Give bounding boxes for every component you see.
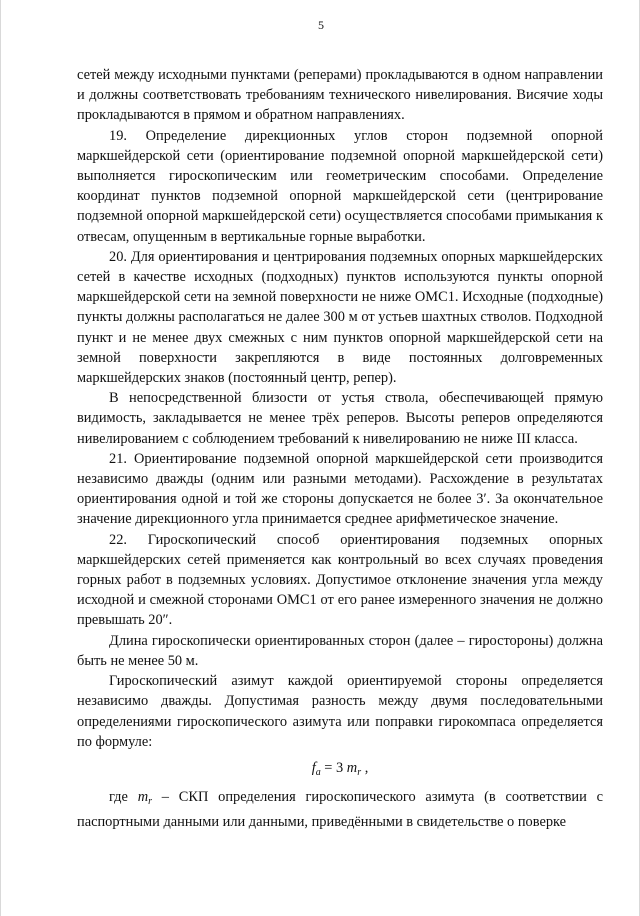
paragraph-formula-explanation bbox=[77, 787, 603, 832]
paragraph-gyro-azimuth: Гироскопический азимут каждой ориентируемой стороны определяется независимо дважды. Допустимая разность между двумя последовательными определениями гироскопического азимута или поправки гирокомпаса определяется по формуле: bbox=[77, 673, 603, 750]
formula-tail: , bbox=[361, 759, 369, 776]
explanation-symbol: m bbox=[137, 789, 149, 806]
formula-lhs: f bbox=[311, 759, 316, 776]
page-body bbox=[77, 65, 603, 833]
formula bbox=[77, 758, 603, 783]
formula-rhs-subscript: r bbox=[357, 766, 362, 778]
paragraph-item-22: 22. Гироскопический способ ориентирования подземных опорных маркшейдерских сетей применяется как контрольный во всех случаях проведения горных работ в подземных условиях. Допустимое отклонение значения угла между исходной и смежной сторонами ОМС1 от его ранее измеренного значения не должно превышать 20″. bbox=[77, 531, 603, 629]
paragraph-item-21: 21. Ориентирование подземной опорной маркшейдерской сети производится независимо дважды (одним или разными методами). Расхождение в результатах ориентирования одной и той же стороны допускается не более 3′. За окончательное значение дирекционного угла принимается среднее арифметическое значение. bbox=[77, 450, 603, 528]
paragraph-item-19: 19. Определение дирекционных углов сторон подземной опорной маркшейдерской сети (ориентирование подземной опорной маркшейдерской сети) выполняется гироскопическим или геометрическим способами. Определение координат пунктов подземной опорной маркшейдерской сети (центрирование подземной опорной маркшейдерской сети) осуществляется способами примыкания к отвесам, опущенным в вертикальные горные выработки. bbox=[77, 127, 603, 245]
formula-operator: = 3 bbox=[320, 759, 347, 776]
formula-rhs: m bbox=[346, 759, 358, 776]
formula-lhs-subscript: a bbox=[315, 766, 321, 778]
paragraph-benchmarks: В непосредственной близости от устья ствола, обеспечивающей прямую видимость, закладывается не менее трёх реперов. Высоты реперов определяются нивелированием с соблюдением требований к нивелированию не ниже III класса. bbox=[77, 390, 603, 447]
explanation-symbol-subscript: r bbox=[148, 796, 152, 808]
paragraph-continuation: сетей между исходными пунктами (реперами) прокладываются в одном направлении и должны соответствовать требованиям технического нивелирования. Висячие ходы прокладываются в прямом и обратном направлениях. bbox=[77, 67, 603, 124]
explanation-lead: где bbox=[109, 789, 138, 806]
page-number: 5 bbox=[318, 18, 324, 32]
paragraph-gyro-side-length: Длина гироскопически ориентированных сторон (далее – гиростороны) должна быть не менее 50 м. bbox=[77, 632, 603, 669]
paragraph-item-20: 20. Для ориентирования и центрирования подземных опорных маркшейдерских сетей в качестве исходных (подходных) пунктов используются пункты опорной маркшейдерской сети на земной поверхности не ниже ОМС1. Исходные (подходные) пункты должны располагаться не далее 300 м от устьев шахтных стволов. Подходной пункт и не менее двух смежных с ним пунктов опорной маркшейдерской сети на земной поверхности закрепляются в виде постоянных долговременных маркшейдерских знаков (постоянный центр, репер). bbox=[77, 248, 603, 387]
explanation-text: – СКП определения гироскопического азимута (в соответствии с паспортными данными или данными, приведёнными в свидетельстве о поверке bbox=[77, 789, 603, 831]
